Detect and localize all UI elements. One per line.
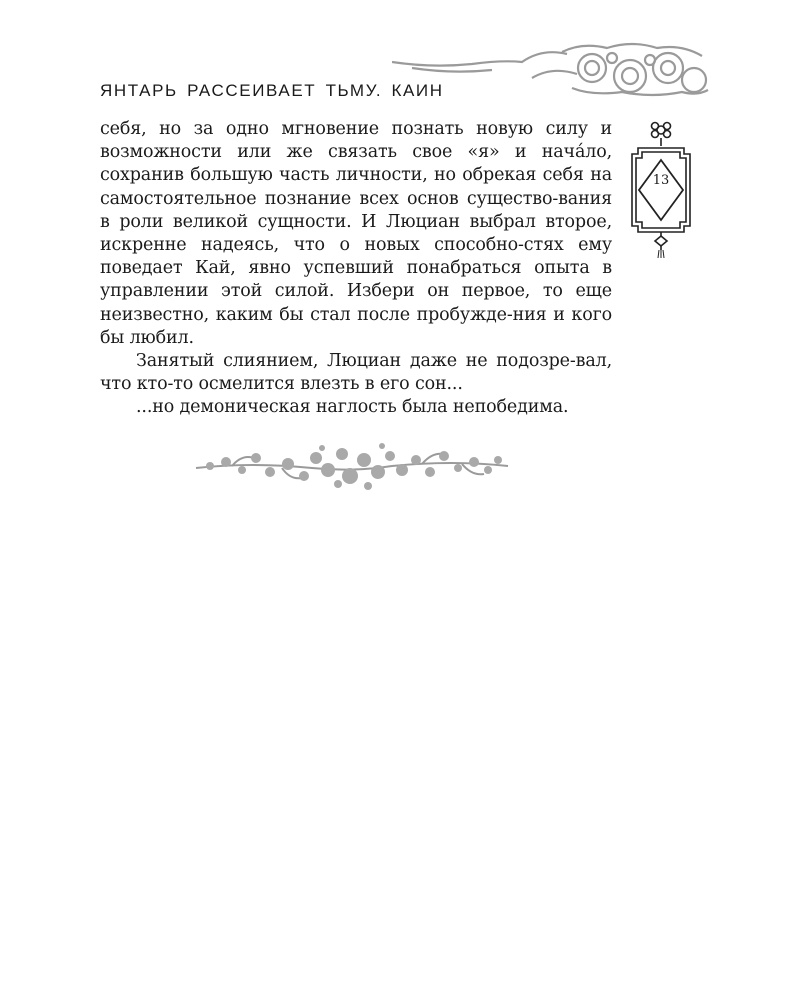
text-line: опыта в управлении этой силой. Избери он первое, — [100, 258, 612, 302]
text-line: себя, но за одно мгновение познать новую силу — [100, 119, 588, 139]
running-title: ЯНТАРЬ РАССЕИВАЕТ ТЬМУ. КАИН — [100, 81, 444, 100]
floral-branch-icon — [192, 440, 512, 494]
paragraph-2 — [100, 350, 612, 396]
paragraph-3: ...но демоническая наглость была непобедима. — [136, 397, 569, 418]
text-line: вал, что кто-то осмелится влезть в его сон... — [100, 351, 612, 395]
text-line: вания в роли великой сущности. И Люциан выбрал — [100, 188, 612, 232]
text-line: ния и кого бы любил. — [100, 304, 612, 348]
paragraph-1 — [100, 118, 612, 350]
text-line: Занятый слиянием, Люциан даже не подозре- — [136, 351, 576, 372]
text-line: и возможности или же связать свое «я» и нача́ло, — [100, 119, 612, 163]
knot-pendant-icon — [626, 118, 696, 258]
text-line: второе, искренне надеясь, что о новых способно- — [100, 211, 612, 256]
text-line: то еще неизвестно, каким бы стал после пробужде- — [100, 281, 612, 325]
text-line: на самостоятельное познание всех основ существо- — [100, 165, 612, 209]
text-line: стях ему поведает Кай, явно успевший понабраться — [100, 235, 612, 279]
page-number: 13 — [652, 173, 670, 188]
body-text — [100, 118, 612, 420]
text-line: сохранив большую часть личности, но обрекая себя — [100, 165, 584, 186]
